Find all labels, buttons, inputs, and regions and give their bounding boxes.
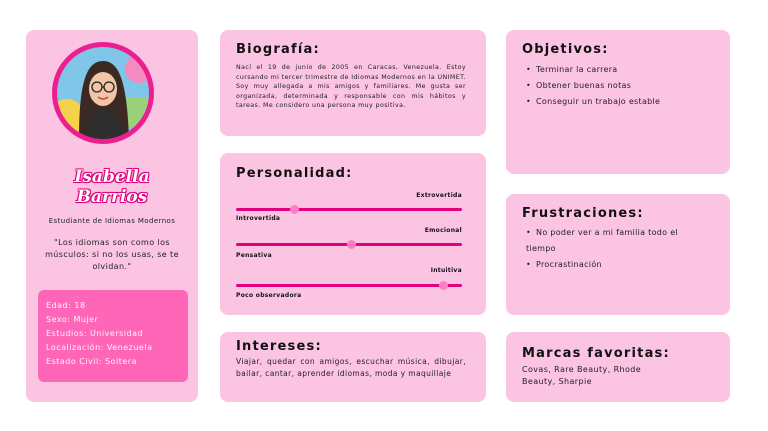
scale-3-left-label: Poco observadora (236, 292, 302, 299)
objetivo-item: • Terminar la carrera (526, 62, 722, 78)
detail-studies: Estudios: Universidad (46, 329, 144, 338)
scale-2-knob[interactable] (347, 240, 356, 249)
objetivo-item: • Obtener buenas notas (526, 78, 722, 94)
profile-last-name: Barrios (76, 187, 148, 207)
biografia-title: Biografía: (236, 42, 320, 57)
frustraciones-list (526, 225, 706, 273)
objetivos-list (526, 62, 722, 110)
biografia-text: Nací el 19 de junio de 2005 en Caracas, Venezuela. Estoy cursando mi tercer trimestre de Idiomas Modernos en la UNIMET. Soy muy allegada a mis amigos y familiares. Me gusta ser organizada, determinada y responsable con mis hábitos y tareas. Me considero una persona muy positiva. (236, 64, 466, 109)
objetivo-item: • Conseguir un trabajo estable (526, 94, 722, 110)
frustracion-item: • No poder ver a mi familia todo el tiempo (526, 225, 706, 257)
frustraciones-title: Frustraciones: (522, 206, 644, 221)
marcas-title: Marcas favoritas: (522, 346, 670, 361)
scale-1-right-label: Extrovertida (416, 192, 462, 199)
scale-3-right-label: Intuitiva (430, 267, 462, 274)
profile-role: Estudiante de Idiomas Modernos (48, 217, 176, 225)
scale-1-track (236, 208, 462, 211)
scale-2-left-label: Pensativa (236, 252, 272, 259)
marcas-text: Covas, Rare Beauty, Rhode Beauty, Sharpie (522, 365, 642, 386)
scale-2-right-label: Emocional (424, 227, 462, 234)
profile-quote: "Los idiomas son como los músculos: si no los usas, se te olvidan." (45, 238, 179, 271)
frustracion-item: • Procrastinación (526, 257, 706, 273)
profile-photo (52, 42, 154, 144)
profile-details-box (38, 290, 188, 382)
detail-marital-status: Estado Civil: Soltera (46, 357, 137, 366)
profile-first-name: Isabella (74, 167, 150, 187)
detail-sex: Sexo: Mujer (46, 315, 99, 324)
personalidad-title: Personalidad: (236, 166, 353, 181)
intereses-text: Viajar, quedar con amigos, escuchar música, dibujar, bailar, cantar, aprender idiomas, moda y maquillaje (236, 357, 466, 378)
detail-location: Localización: Venezuela (46, 343, 153, 352)
objetivos-title: Objetivos: (522, 42, 609, 57)
intereses-title: Intereses: (236, 339, 322, 354)
detail-age: Edad: 18 (46, 301, 86, 310)
scale-1-left-label: Introvertida (236, 215, 281, 222)
profile-photo-illustration (57, 47, 149, 139)
scale-3-track (236, 284, 462, 287)
